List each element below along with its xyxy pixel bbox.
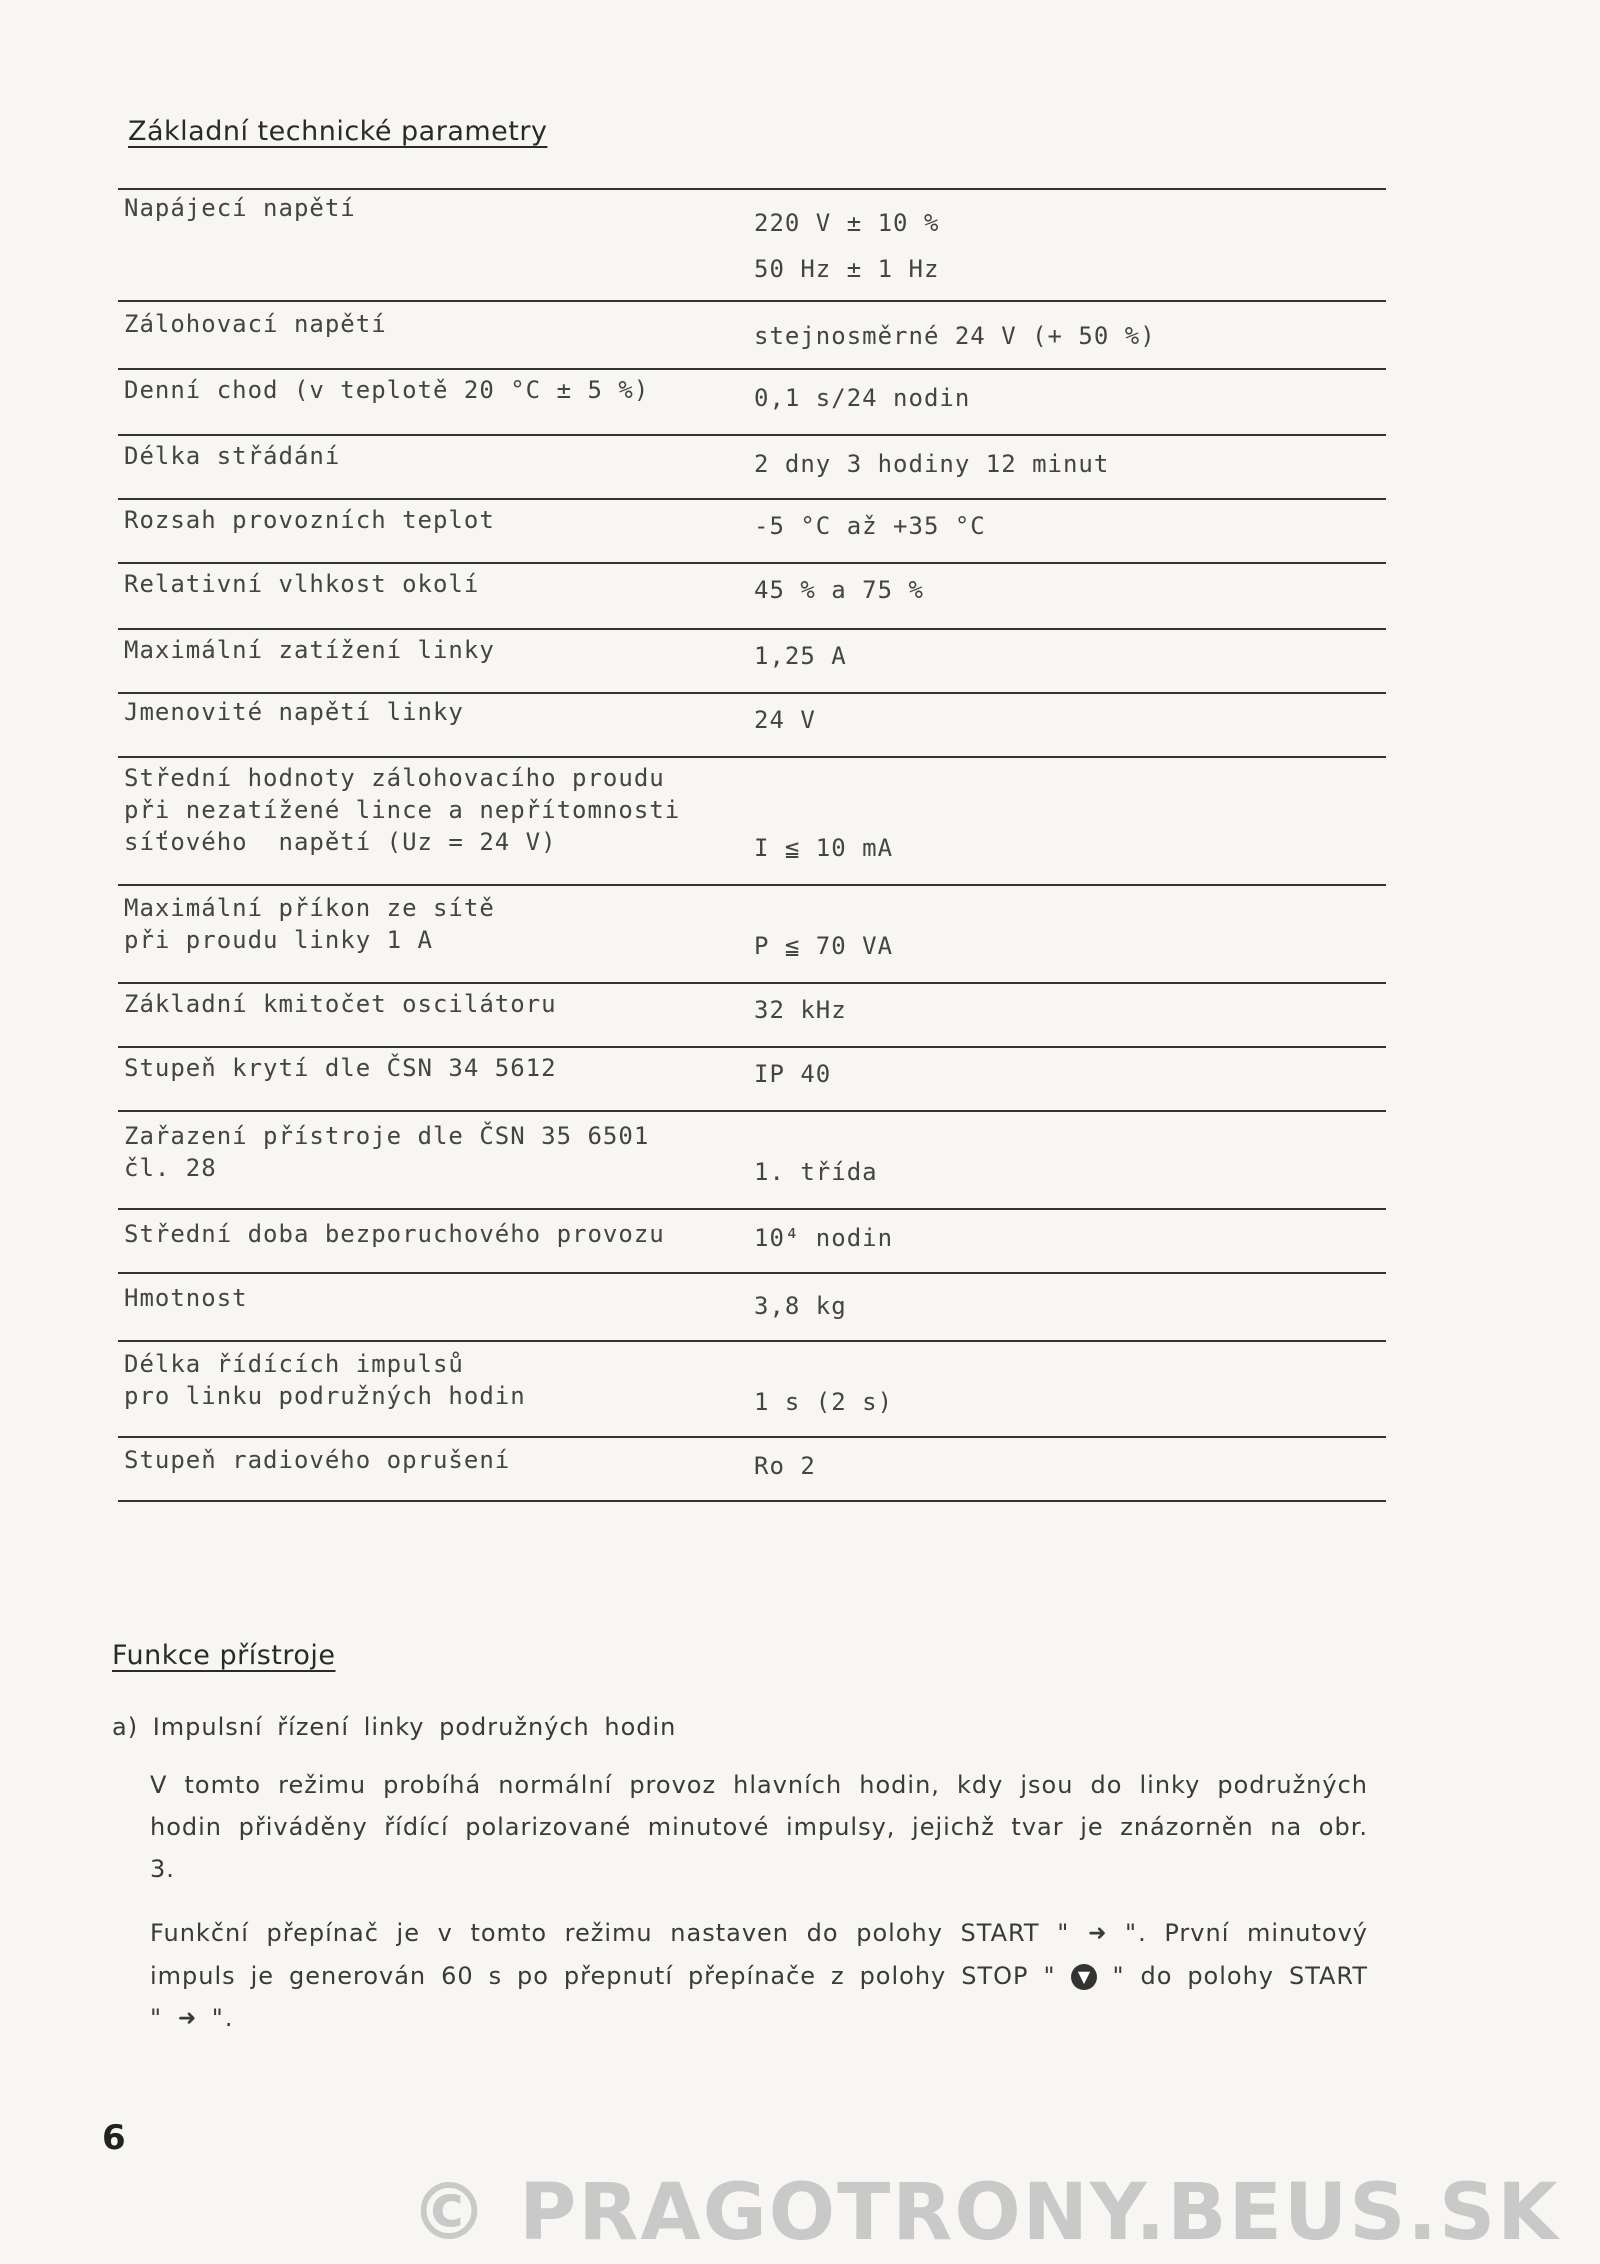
table-row-label: Délka řídících impulsů pro linku podružných hodin: [124, 1350, 526, 1410]
table-rule: [118, 692, 1386, 694]
table-row-label: Délka střádání: [124, 442, 341, 470]
paragraph-mode-description: V tomto režimu probíhá normální provoz hlavních hodin, kdy jsou do linky podružných hodin přiváděny řídící polarizované minutové impulsy, jejichž tvar je znázorněn na obr. 3.: [150, 1771, 1368, 1883]
table-rule: [118, 1340, 1386, 1342]
table-row-label: Zálohovací napětí: [124, 310, 387, 338]
table-row-label: Střední hodnoty zálohovacího proudu při nezatížené lince a nepřítomnosti síťového napětí (Uz = 24 V): [124, 764, 681, 856]
quote-mark: ": [1112, 1962, 1126, 1990]
table-row-value: P ≦ 70 VA: [754, 932, 894, 960]
table-rule: [118, 628, 1386, 630]
table-row-value: IP 40: [754, 1060, 832, 1088]
table-row-label: Základní kmitočet oscilátoru: [124, 990, 557, 1018]
quote-mark: ": [1057, 1919, 1071, 1947]
quote-mark: ": [211, 2004, 225, 2032]
table-rule: [118, 498, 1386, 500]
table-row-label: Hmotnost: [124, 1284, 248, 1312]
table-row-label: Jmenovité napětí linky: [124, 698, 464, 726]
stop-icon: ▼: [1071, 1964, 1097, 1990]
table-rule: [118, 1436, 1386, 1438]
table-row-value: 32 kHz: [754, 996, 847, 1024]
table-rule: [118, 1500, 1386, 1502]
function-item-a: a) Impulsní řízení linky podružných hodin: [112, 1713, 677, 1741]
table-rule: [118, 1110, 1386, 1112]
table-rule: [118, 1272, 1386, 1274]
table-row-label: Denní chod (v teplotě 20 °C ± 5 %): [124, 376, 650, 404]
table-row-label: Stupeň radiového oprušení: [124, 1446, 511, 1474]
quote-mark: ": [1125, 1919, 1139, 1947]
table-rule: [118, 188, 1386, 190]
table-row-value: 1,25 A: [754, 642, 847, 670]
para2-text-c: do polohy START: [1140, 1962, 1369, 1990]
table-row-label: Střední doba bezporuchového provozu: [124, 1220, 665, 1248]
table-row-value: Ro 2: [754, 1452, 816, 1480]
table-rule: [118, 1046, 1386, 1048]
table-rule: [118, 562, 1386, 564]
table-row-value: 45 % a 75 %: [754, 576, 924, 604]
table-row-value: 1. třída: [754, 1158, 878, 1186]
table-row-label: Zařazení přístroje dle ČSN 35 6501 čl. 28: [124, 1122, 650, 1182]
table-row-value: -5 °C až +35 °C: [754, 512, 986, 540]
table-row-label: Maximální příkon ze sítě při proudu linky 1 A: [124, 894, 495, 954]
para2-text-a: Funkční přepínač je v tomto režimu nastaven do polohy START: [150, 1919, 1040, 1947]
table-rule: [118, 368, 1386, 370]
page-number: 6: [102, 2118, 126, 2158]
table-row-value: 3,8 kg: [754, 1292, 847, 1320]
table-row-value: 24 V: [754, 706, 816, 734]
quote-mark: ": [150, 2004, 164, 2032]
table-rule: [118, 982, 1386, 984]
quote-mark: ": [1043, 1962, 1057, 1990]
table-row-value: 0,1 s/24 nodin: [754, 384, 971, 412]
table-rule: [118, 434, 1386, 436]
table-row-value: 1 s (2 s): [754, 1388, 894, 1416]
table-row-value: 10⁴ nodin: [754, 1224, 894, 1252]
table-rule: [118, 756, 1386, 758]
table-row-value: I ≦ 10 mA: [754, 834, 894, 862]
arrow-right-icon: ➜: [1087, 1921, 1108, 1946]
table-rule: [118, 1208, 1386, 1210]
table-row-label: Stupeň krytí dle ČSN 34 5612: [124, 1054, 557, 1082]
section-title-parameters: Základní technické parametry: [128, 116, 548, 147]
table-row-label: Rozsah provozních teplot: [124, 506, 495, 534]
table-row-label: Napájecí napětí: [124, 194, 356, 222]
table-rule: [118, 884, 1386, 886]
table-row-value: 220 V ± 10 % 50 Hz ± 1 Hz: [754, 209, 940, 283]
table-row-label: Relativní vlhkost okolí: [124, 570, 480, 598]
arrow-right-icon: ➜: [177, 2006, 198, 2031]
table-row-label: Maximální zatížení linky: [124, 636, 495, 664]
table-row-value: 2 dny 3 hodiny 12 minut: [754, 450, 1110, 478]
table-row-value: stejnosměrné 24 V (+ 50 %): [754, 322, 1156, 350]
watermark: © PRAGOTRONY.BEUS.SK: [410, 2168, 1560, 2258]
para2-text-b: . První minutový impuls je generován 60 s po přepnutí přepínače z polohy STOP: [150, 1919, 1368, 1990]
section-title-function: Funkce přístroje: [112, 1640, 336, 1671]
table-rule: [118, 300, 1386, 302]
paragraph-switch-description: Funkční přepínač je v tomto režimu nastaven do polohy START " ➜ ". První minutový impuls je generován 60 s po přepnutí přepínače z polohy STOP " ▼ " do polohy START " ➜ ".: [150, 1912, 1368, 2040]
